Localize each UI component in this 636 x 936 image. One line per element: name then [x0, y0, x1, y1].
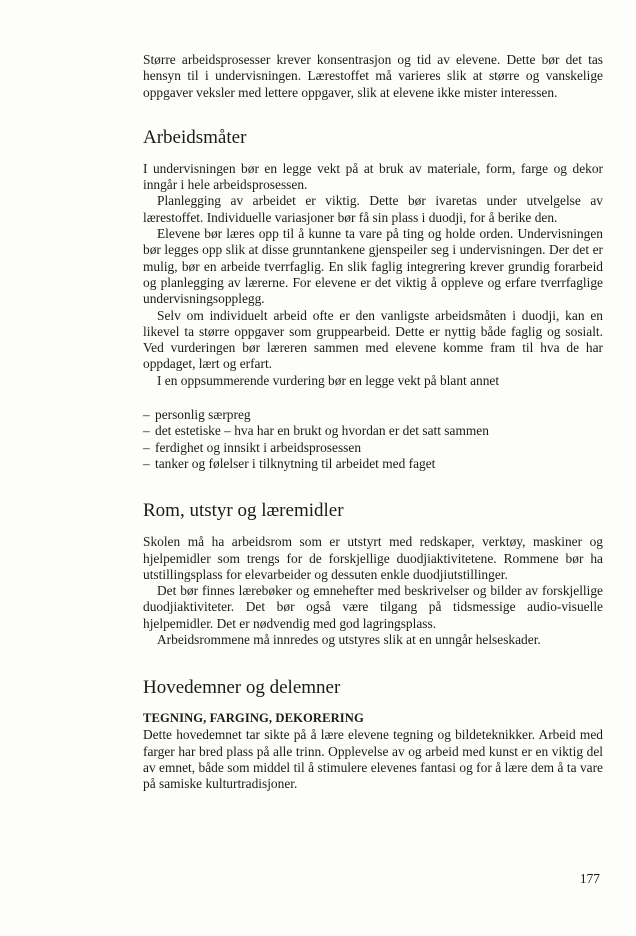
arbeidsmater-paragraph-5: I en oppsummerende vurdering bør en legge vekt på blant annet	[157, 372, 500, 388]
assessment-criteria-list	[143, 407, 603, 472]
dash-marker: –	[143, 439, 150, 455]
subsection-heading-tegning: TEGNING, FARGING, DEKORERING	[143, 711, 364, 726]
section-heading-arbeidsmater: Arbeidsmåter	[143, 126, 247, 148]
list-item-text: det estetiske – hva har en brukt og hvordan er det satt sammen	[155, 423, 489, 439]
rom-paragraph-2: Det bør finnes lærebøker og emnehefter med beskrivelser og bilder av forskjellige duodjiaktiviteter. Det bør også være tilgang på tidsmessige audio-visuelle hjelpemidler. Det er nødvendig med god lagringsplass.	[143, 583, 603, 631]
section-heading-hovedemner: Hovedemner og delemner	[143, 677, 341, 699]
list-item	[143, 407, 603, 423]
page-number: 177	[579, 871, 600, 886]
list-item-text: ferdighet og innsikt i arbeidsprosessen	[155, 439, 362, 455]
list-item	[143, 456, 603, 472]
arbeidsmater-paragraph-1: I undervisningen bør en legge vekt på at bruk av materiale, form, farge og dekor inngår i hele arbeidsprosessen.	[143, 160, 603, 193]
rom-paragraph-3: Arbeidsrommene må innredes og utstyres slik at en unngår helseskader.	[157, 632, 541, 648]
arbeidsmater-paragraph-2: Planlegging av arbeidet er viktig. Dette bør ivaretas under utvelgelse av lærestoffet. Individuelle variasjoner bør få sin plass i duodji, for å berike den.	[143, 193, 603, 225]
dash-marker: –	[143, 407, 150, 423]
section-heading-rom: Rom, utstyr og læremidler	[143, 500, 344, 522]
arbeidsmater-paragraph-4: Selv om individuelt arbeid ofte er den vanligste arbeidsmåten i duodji, kan en likevel ta større oppgaver som gruppearbeid. Dette er nyttig både faglig og sosialt. Ved vurderingen bør læreren sammen med elevene komme fram til hva de har oppdaget, lært og erfart.	[143, 307, 603, 372]
dash-marker: –	[143, 423, 150, 439]
hovedemner-paragraph: Dette hovedemnet tar sikte på å lære elevene tegning og bildeteknikker. Arbeid med farger har bred plass på alle trinn. Opplevelse av og arbeid med kunst er en viktig del av emnet, både som middel til å stimulere elevenes fantasi og for å lære dem å ta vare på samiske kulturtradisjoner.	[143, 727, 603, 792]
rom-paragraph-1: Skolen må ha arbeidsrom som er utstyrt med redskaper, verktøy, maskiner og hjelpemidler som trengs for de forskjellige duodjiaktivitetene. Rommene bør ha utstillingsplass for elevarbeider og dessuten enkle duodjiutstillinger.	[143, 534, 603, 582]
list-item	[143, 440, 603, 456]
dash-marker: –	[143, 455, 150, 471]
list-item	[143, 423, 603, 439]
intro-paragraph: Større arbeidsprosesser krever konsentrasjon og tid av elevene. Dette bør det tas hensyn til i undervisningen. Lærestoffet må varieres slik at større og vanskelige oppgaver veksler med lettere oppgaver, slik at elevene ikke mister interessen.	[143, 52, 603, 100]
arbeidsmater-paragraph-3: Elevene bør læres opp til å kunne ta vare på ting og holde orden. Undervisningen bør legges opp slik at disse grunntankene gjenspeiler seg i undervisningen. Der det er mulig, bør en arbeide tverrfaglig. En slik faglig integrering krever grundig forarbeid og planlegging av lærerne. For elevene er det viktig å oppleve og erfare tverrfaglige undervisningsopplegg.	[143, 226, 603, 307]
list-item-text: personlig særpreg	[155, 407, 251, 423]
list-item-text: tanker og følelser i tilknytning til arbeidet med faget	[155, 455, 436, 471]
